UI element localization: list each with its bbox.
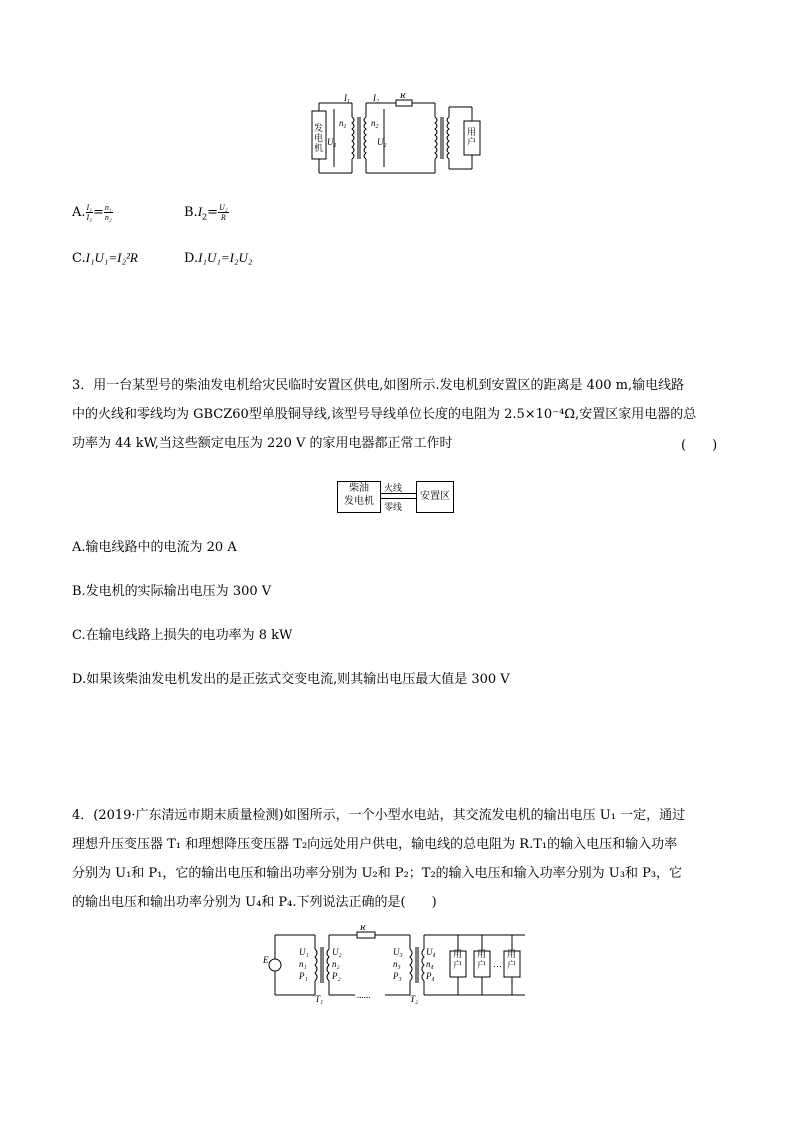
q2-option-c: C.I₁U₁=I₂²R bbox=[72, 250, 138, 266]
q3-option-d: D.如果该柴油发电机发出的是正弦式交变电流,则其输出电压最大值是 300 V bbox=[72, 672, 510, 687]
generator-box: 柴油 发电机 bbox=[337, 481, 381, 513]
svg-text:E: E bbox=[263, 955, 269, 965]
svg-text:U1: $U_1$ bbox=[327, 137, 337, 149]
q3-option-b: B.发电机的实际输出电压为 300 V bbox=[72, 584, 272, 599]
svg-text:用户: 用户 bbox=[507, 949, 517, 970]
settlement-box: 安置区 bbox=[416, 481, 454, 513]
q2-circuit-diagram bbox=[300, 93, 510, 183]
line-resistor-R bbox=[357, 932, 375, 938]
svg-text:P₁: P₁ bbox=[299, 971, 308, 981]
svg-text:U₃: U₃ bbox=[393, 947, 403, 957]
svg-text:R: R bbox=[360, 925, 366, 932]
q2-option-d: D.I₁U₁=I₂U₂ bbox=[184, 250, 253, 266]
svg-text:I1: $I_1$ bbox=[344, 93, 350, 105]
q2-option-a: A. $\frac{\text{I₁}}{\text{I₂}}$ = $\frac{\text{n₁}}{\text{n₂}}$ bbox=[72, 203, 112, 222]
svg-text:U₁: U₁ bbox=[299, 947, 309, 957]
svg-text:P₃: P₃ bbox=[393, 971, 402, 981]
q3-option-c: C.在输电线路上损失的电功率为 8 kW bbox=[72, 628, 293, 643]
user-label: 用户 bbox=[467, 127, 477, 147]
svg-text:U₄: U₄ bbox=[426, 947, 436, 957]
q4-circuit-diagram bbox=[260, 925, 530, 1005]
svg-text:I2: $I_2$ bbox=[373, 93, 379, 105]
svg-text:......: ...... bbox=[357, 990, 371, 1000]
svg-text:用户: 用户 bbox=[453, 949, 463, 970]
live-wire-label: 火线 bbox=[384, 484, 403, 494]
svg-text:T₁: T₁ bbox=[315, 994, 324, 1004]
svg-text:n1: $n_1$ bbox=[339, 118, 347, 130]
svg-text:用户: 用户 bbox=[477, 949, 487, 970]
generator-label: 发电机 bbox=[314, 123, 324, 153]
svg-text:…: … bbox=[493, 959, 502, 969]
q3-option-a: A.输电线路中的电流为 20 A bbox=[72, 540, 237, 555]
svg-text:n₂: n₂ bbox=[332, 959, 340, 969]
svg-text:n2: $n_2$ bbox=[371, 118, 379, 130]
q3-answer-bracket: ( ) bbox=[681, 438, 718, 453]
svg-text:U₂: U₂ bbox=[332, 947, 342, 957]
resistor-R bbox=[396, 100, 412, 106]
svg-text:T₂: T₂ bbox=[410, 994, 419, 1004]
svg-text:U2: $U_2$ bbox=[377, 137, 387, 149]
q3-figure bbox=[337, 481, 457, 515]
svg-text:n₁: n₁ bbox=[299, 959, 307, 969]
svg-text:P₄: P₄ bbox=[426, 971, 435, 981]
ac-source-E bbox=[269, 959, 281, 971]
svg-text:P₂: P₂ bbox=[332, 971, 341, 981]
neutral-wire-label: 零线 bbox=[384, 503, 403, 513]
svg-text:n₄: n₄ bbox=[426, 959, 434, 969]
svg-text:R: R bbox=[400, 93, 406, 100]
svg-text:n₃: n₃ bbox=[393, 959, 401, 969]
q4-stem: 4．(2019·广东清远市期末质量检测)如图所示，一个小型水电站，其交流发电机的输出电压 U₁ 一定，通过 理想升压变压器 T₁ 和理想降压变压器 T₂向远处用户供电，输电线的总电阻为 R.T₁的输入电压和输入功率 分别为 U₁和 P₁，它的输出电压和输出功率分别为 U₂和 P₂；T₂的输入电压和输入功率分别为 U₃和 P₃，它 的输出电压和输出功率分别为 U₄和 P₄.下列说法正确的是( ) bbox=[72, 808, 686, 910]
q2-option-b: $B.I_2=$ $\frac{\text{U₂}}{R}$ bbox=[184, 203, 228, 222]
q3-stem: 3．用一台某型号的柴油发电机给灾民临时安置区供电,如图所示.发电机到安置区的距离是 400 m,输电线路 中的火线和零线均为 GBCZ60型单股铜导线,该型号导线单位长度的电阻为 2.5×10⁻⁴Ω,安置区家用电器的总 功率为 44 kW,当这些额定电压为 220 V 的家用电器都正常工作时 bbox=[72, 378, 697, 451]
